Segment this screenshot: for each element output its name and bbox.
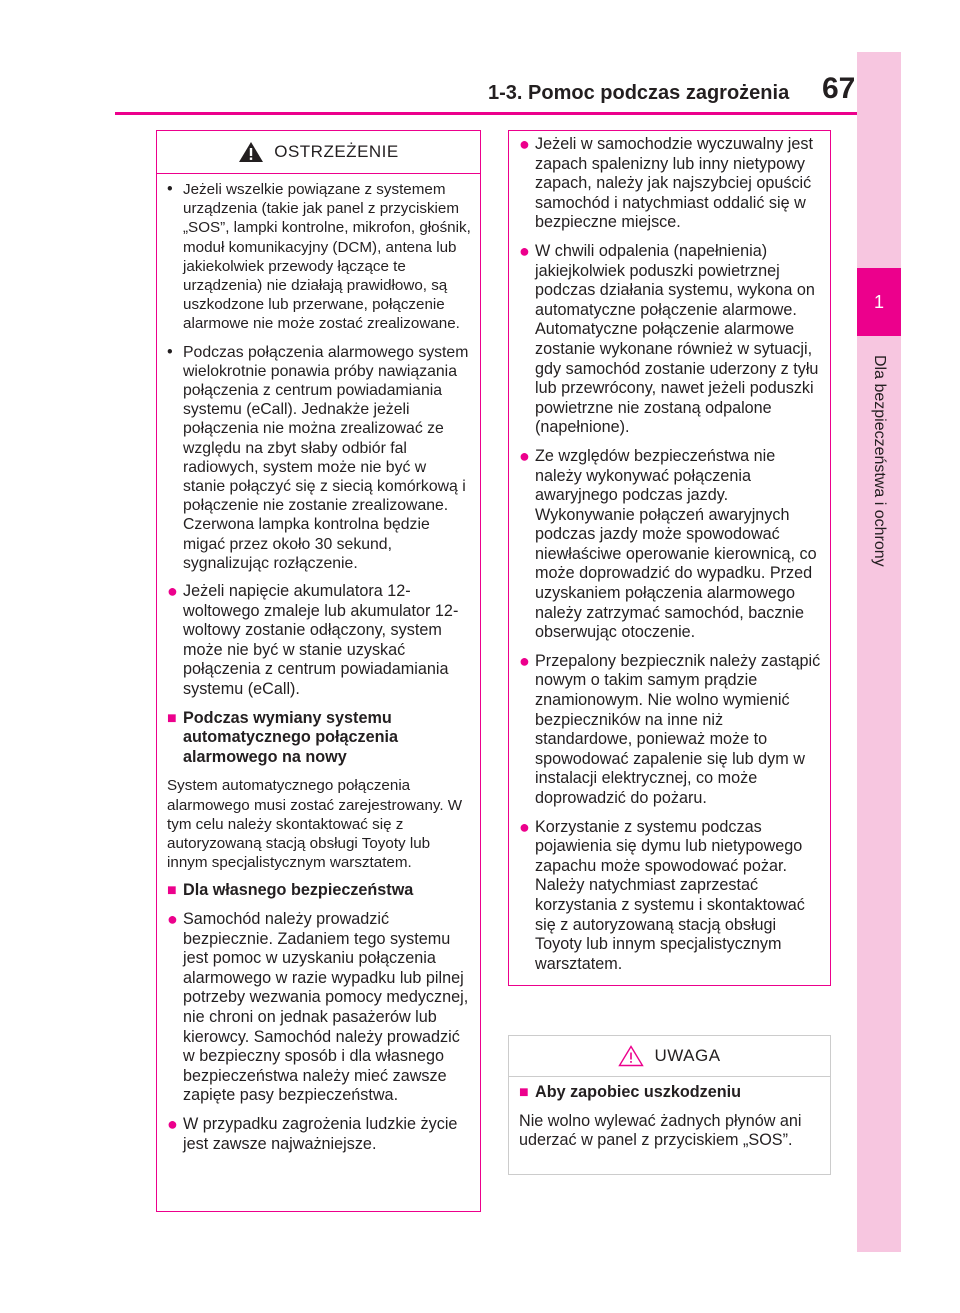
warning-title: OSTRZEŻENIE	[274, 142, 399, 161]
warning-item	[519, 242, 822, 438]
warning-item	[519, 818, 822, 975]
page-number: 67	[822, 72, 856, 105]
notice-heading-row	[519, 1083, 822, 1103]
bullet-circle-icon: ●	[519, 240, 530, 261]
warning-item-text: Jeżeli w samochodzie wyczuwalny jest zapach spalenizny lub inny nietypowy zapach, należy jak najszybciej opuścić samochód i natychmiast oddalić się w bezpieczne miejsce.	[535, 135, 813, 232]
bullet-circle-icon: ●	[167, 581, 178, 602]
header-divider	[115, 112, 860, 115]
warning-item-text: Jeżeli wszelkie powiązane z systemem urządzenia (takie jak panel z przyciskiem „SOS”, lampki kontrolne, mikrofon, głośnik, moduł komunikacyjny (DCM), antena lub jakiekolwiek przewody łączące te urządzenia) nie działają prawidłowo, są uszkodzone lub przerwane, połączenie alarmowe nie może zostać zrealizowane.	[183, 181, 471, 333]
chapter-number: 1	[857, 268, 901, 336]
warning-continuation-box	[508, 130, 831, 986]
notice-title: UWAGA	[654, 1046, 721, 1065]
bullet-circle-icon: ●	[167, 909, 178, 930]
safety-item-text: Samochód należy prowadzić bezpiecznie. Zadaniem tego systemu jest pomoc w uzyskaniu połączenia alarmowego w razie wypadku lub pilnej potrzeby wezwania pomocy medycznej, nie chroni on jednak pasażerów lub kierowcy. Samochód należy prowadzić w bezpieczny sposób i dla własnego bezpieczeństwa należy mieć zawsze zapięte pasy bezpieczeństwa.	[183, 910, 469, 1105]
bullet-square-icon: ■	[167, 882, 177, 900]
warning-item	[167, 582, 472, 700]
bullet-circle-icon: ●	[167, 1113, 178, 1134]
chapter-title: Dla bezpieczeństwa i ochrony	[871, 355, 888, 567]
bullet: •	[167, 180, 173, 198]
warning-item-text: Ze względów bezpieczeństwa nie należy wykonywać połączenia awaryjnego podczas jazdy. Wykonywanie połączeń awaryjnych podczas jazdy może spowodować niewłaściwe operowanie kierownicą, co może doprowadzić do wypadku. Przed uzyskaniem połączenia alarmowego należy zatrzymać samochód, bacznie obserwując otoczenie.	[535, 446, 817, 642]
replacement-text: System automatycznego połączenia alarmowego musi zostać zarejestrowany. W tym celu należy skontaktować się z autoryzowaną stacją obsługi Toyoty lub innym specjalistycznym warsztatem.	[167, 777, 463, 872]
warning-box	[156, 130, 481, 1212]
warning-item-text: Jeżeli napięcie akumulatora 12-woltowego zmaleje lub akumulator 12-woltowy zostanie odłączony, system może nie być w stanie uzyskać połączenia z centrum powiadamiania systemu (eCall).	[183, 582, 459, 699]
safety-heading-row	[167, 881, 472, 901]
safety-item	[167, 910, 472, 1106]
safety-heading: Dla własnego bezpieczeństwa	[183, 881, 414, 900]
warning-item-text: Przepalony bezpiecznik należy zastąpić nowym o takim samym prądzie znamionowym. Nie wolno wymienić bezpieczników na inne niż standardowe, ponieważ może to spowodować zapalenie się lub dym w instalacji elektrycznej, co może doprowadzić do pożaru.	[535, 651, 821, 807]
notice-text: Nie wolno wylewać żadnych płynów ani uderzać w panel z przyciskiem „SOS”.	[519, 1111, 802, 1150]
safety-item	[167, 1115, 472, 1154]
warning-item	[167, 343, 472, 573]
warning-item-text: Podczas połączenia alarmowego system wielokrotnie ponawia próby nawiązania połączenia z centrum powiadamiania systemu (eCall). Jednakże jeżeli połączenia nie można zrealizować ze względu na zbyt słaby odbiór fal radiowych, system może nie być w stanie połączyć się z siecią komórkową i połączenie nie zostanie zrealizowane. Czerwona lampka kontrolna będzie migać przez około 30 sekund, sygnalizując rozłączenie.	[183, 343, 469, 572]
bullet-circle-icon: ●	[519, 134, 530, 154]
warning-item	[167, 180, 472, 334]
caution-triangle-icon	[618, 1045, 644, 1067]
warning-triangle-icon	[238, 141, 264, 163]
bullet: •	[167, 342, 173, 361]
warning-item	[519, 135, 822, 233]
section-title: 1-3. Pomoc podczas zagrożenia	[488, 82, 790, 104]
bullet-circle-icon: ●	[519, 816, 530, 837]
replacement-heading: Podczas wymiany systemu automatycznego połączenia alarmowego na nowy	[183, 708, 398, 766]
warning-header	[157, 131, 480, 174]
warning-item-text: W chwili odpalenia (napełnienia) jakiejkolwiek poduszki powietrznej podczas działania systemu, wykona on automatyczne połączenie alarmowe. Automatyczne połączenie alarmowe zostanie wykonane również w sytuacji, gdy samochód zostanie uderzony z tyłu lub przewrócony, nawet jeżeli poduszki powietrzne nie zostaną odpalone (napełnione).	[535, 241, 819, 437]
notice-box	[508, 1035, 831, 1175]
bullet-circle-icon: ●	[519, 445, 530, 466]
safety-item-text: W przypadku zagrożenia ludzkie życie jest zawsze najważniejsze.	[183, 1114, 458, 1153]
bullet-circle-icon: ●	[519, 650, 530, 671]
bullet-square-icon: ■	[519, 1084, 529, 1101]
warning-item	[519, 447, 822, 643]
warning-item-text: Korzystanie z systemu podczas pojawienia się dymu lub nietypowego zapachu może spowodować pożar. Należy natychmiast zaprzestać korzystania z systemu i skontaktować się z autoryzowaną stacją obsługi Toyoty lub innym specjalistycznym warsztatem.	[535, 817, 805, 973]
side-tab	[857, 52, 901, 1252]
warning-item	[519, 652, 822, 809]
notice-header	[509, 1036, 830, 1077]
bullet-square-icon: ■	[167, 709, 177, 727]
notice-heading: Aby zapobiec uszkodzeniu	[535, 1083, 741, 1101]
replacement-heading-row	[167, 709, 472, 768]
